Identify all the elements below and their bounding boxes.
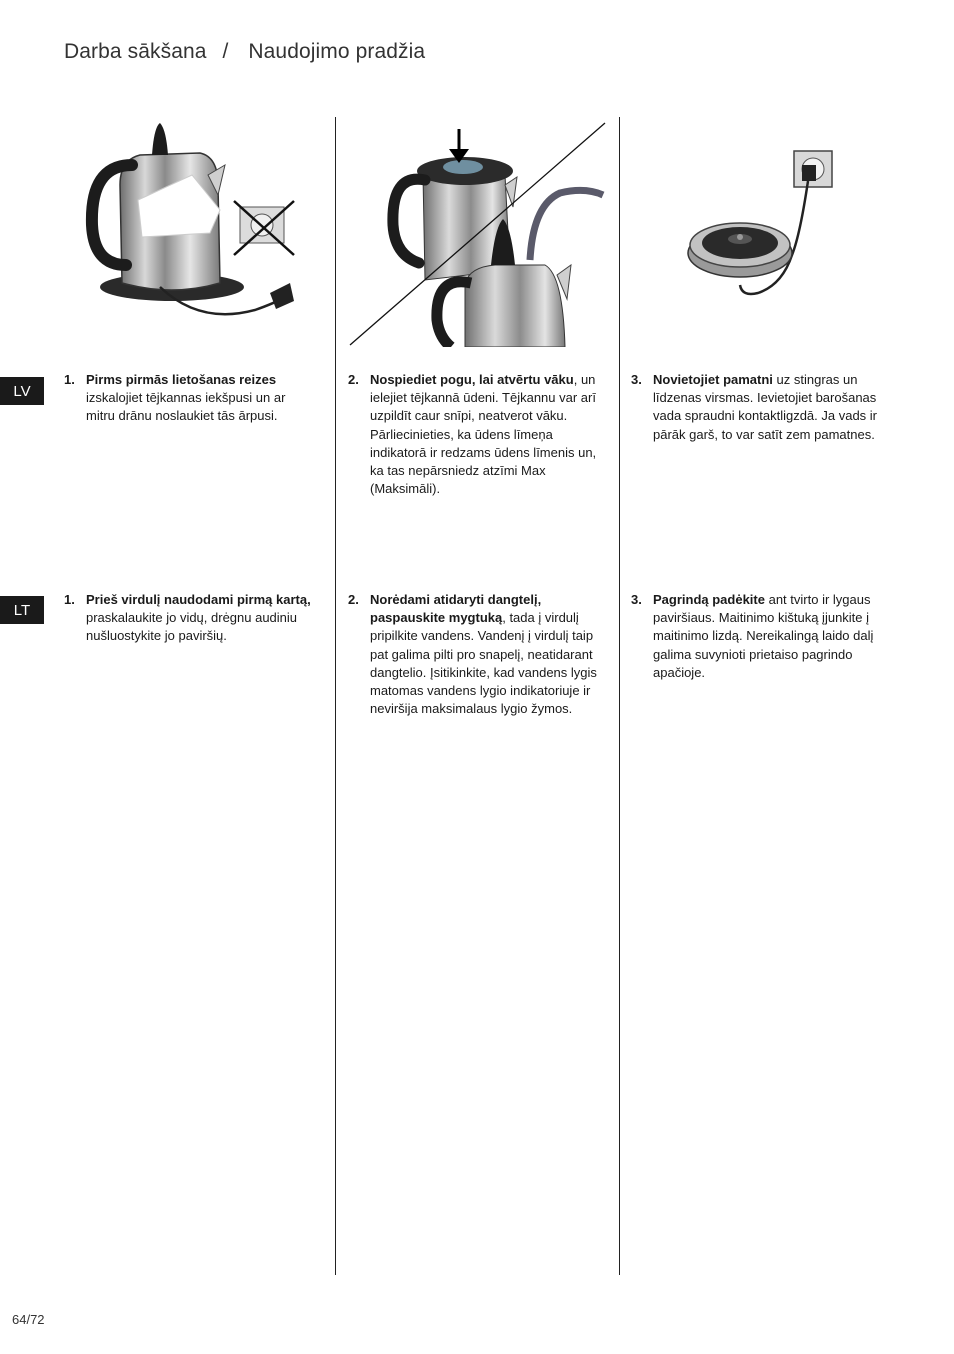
step-lt-1 (64, 591, 314, 646)
step-number: 1. (64, 592, 75, 607)
language-tab-lv: LV (0, 377, 44, 405)
page-number: 64/72 (12, 1312, 45, 1327)
title-lt: Naudojimo pradžia (248, 40, 426, 63)
step-text: ant tvirto ir lygaus paviršiaus. Maitinimo kištuką įjunkite į maitinimo lizdą. Nereikalingą laido dalį galima suvynioti prietaiso pagrindo apačioje. (653, 592, 874, 680)
step-lt-3 (631, 591, 893, 682)
step-heading: Pirms pirmās lietošanas reizes (86, 372, 277, 387)
column-divider-1 (335, 117, 336, 1275)
step-text: izskalojiet tējkannas iekšpusi un ar mitru drānu noslaukiet tās ārpusi. (86, 390, 286, 424)
kettle-cleaning-illustration (80, 115, 320, 325)
step-text: praskalaukite jo vidų, drėgnu audiniu nušluostykite jo paviršių. (86, 610, 298, 644)
kettle-filling-illustration (345, 115, 610, 347)
step-lv-3 (631, 371, 893, 444)
step-number: 3. (631, 372, 642, 387)
step-number: 3. (631, 592, 642, 607)
base-station-illustration (682, 145, 842, 300)
step-text: uz stingras un līdzenas virsmas. Ievietojiet barošanas vada spraudni kontaktligzdā. Ja vads ir pārāk garš, to var satīt zem pamatnes. (653, 372, 878, 442)
step-heading: Prieš virdulį naudodami pirmą kartą, (86, 592, 311, 607)
step-number: 2. (348, 592, 359, 607)
step-heading: Pagrindą padėkite (653, 592, 765, 607)
wall-socket-icon (794, 151, 832, 187)
step-lv-1 (64, 371, 314, 426)
page-title (64, 40, 425, 64)
step-heading: Nospiediet pogu, lai atvērtu vāku (370, 372, 574, 387)
column-divider-2 (619, 117, 620, 1275)
title-lv: Darba sākšana (64, 40, 207, 63)
step-lv-2 (348, 371, 600, 498)
title-separator: / (222, 40, 229, 63)
step-number: 2. (348, 372, 359, 387)
step-heading: Norėdami atidaryti dangtelį, paspauskite mygtuką (370, 592, 542, 626)
crossed-socket-icon (234, 201, 294, 255)
language-tab-lt: LT (0, 596, 44, 624)
step-text: , tada į virdulį pripilkite vandens. Vandenį į virdulį taip pat galima pilti pro snapelį, neatidarant dangtelio. Įsitikinkite, kad vandens lygis matomas vandens lygio indikatoriuje ir neviršija maksimalaus lygio žymos. (370, 610, 597, 717)
step-heading: Novietojiet pamatni (653, 372, 773, 387)
step-number: 1. (64, 372, 75, 387)
step-text: , un ielejiet tējkannā ūdeni. Tējkannu var arī uzpildīt caur snīpi, neatverot vāku. Pārliecinieties, ka ūdens līmeņa indikatorā ir redzams ūdens līmenis un, ka tas nepārsniedz atzīmi Max (Maksimāli). (370, 372, 597, 497)
step-lt-2 (348, 591, 606, 718)
